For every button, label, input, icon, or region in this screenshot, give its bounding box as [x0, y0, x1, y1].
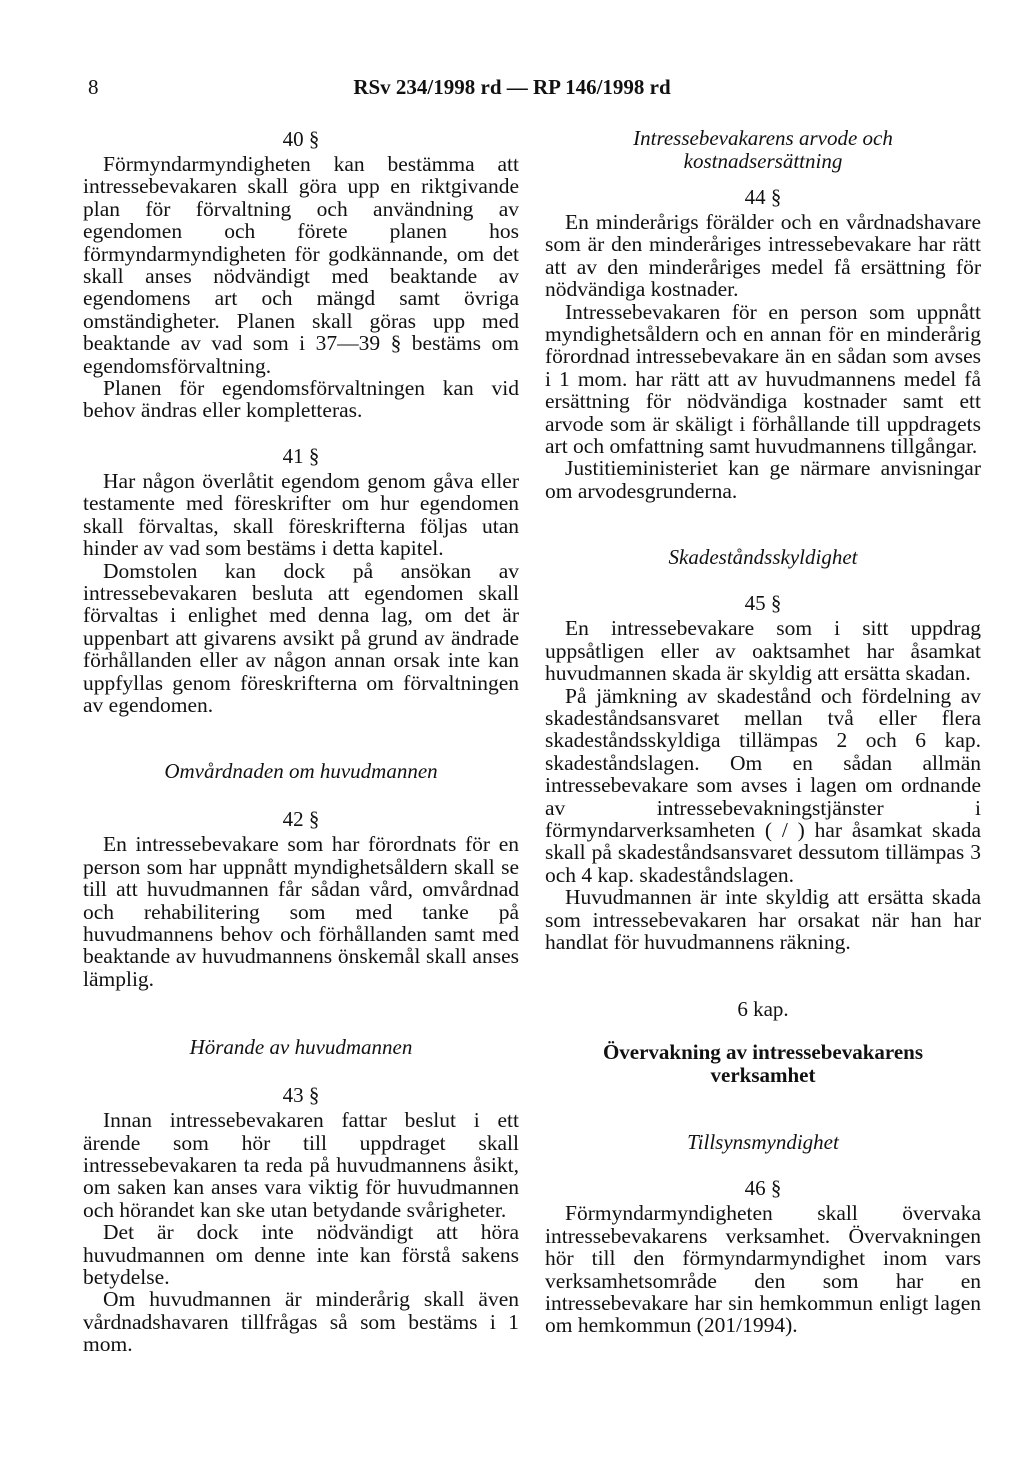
section-44-paragraph-2: Intressebevakaren för en person som uppnått myndighetsåldern och en annan för en minderårig förordnad intressebevakare än en sådan som avses i 1 mom. har rätt att av huvudmannens medel få ersättning för nödvändiga kostnader samt ett arvode som är skäligt i förhållande till uppdragets art och omfattning samt huvudmannens tillgångar.: [545, 299, 981, 459]
section-41-paragraph-1: Har någon överlåtit egendom genom gåva eller testamente med föreskrifter om hur egendomen skall förvaltas, skall föreskrifterna följas utan hinder av vad som bestäms i detta kapitel.: [83, 468, 519, 561]
section-40-paragraph-2: Planen för egendomsförvaltningen kan vid behov ändras eller kompletteras.: [83, 376, 519, 423]
heading-horande: Hörande av huvudmannen: [189, 1035, 413, 1060]
page-number: 8: [88, 75, 99, 99]
section-44-number: 44 §: [744, 185, 782, 209]
section-42-paragraph-1: En intressebevakare som har förordnats för en person som har uppnått myndighetsåldern skall se till att huvudmannen får sådan vård, omvårdnad och rehabilitering som med tanke på huvudmannens behov och förhållanden samt med beaktande av huvudmannens önskemål skall anses lämplig.: [83, 832, 519, 991]
heading-omvardnad: Omvårdnaden om huvudmannen: [164, 759, 438, 784]
chapter-title: Övervakning av intressebevakarens verksamhet: [602, 1040, 924, 1088]
right-column: [545, 127, 981, 1337]
heading-tillsyn: Tillsynsmyndighet: [687, 1130, 839, 1155]
section-42-number: 42 §: [282, 807, 320, 832]
section-43-paragraph-1: Innan intressebevakaren fattar beslut i ett ärende som hör till uppdraget skall intressebevakaren ta reda på huvudmannens åsikt, om saken kan anses vara viktig för huvudmannen och hörandet kan ske utan betydande svårigheter.: [83, 1108, 519, 1222]
section-45-number: 45 §: [744, 591, 782, 616]
heading-arvode: Intressebevakarens arvode och kostnadsersättning: [633, 126, 893, 173]
section-41-paragraph-2: Domstolen kan dock på ansökan av intressebevakaren besluta att egendomen skall förvaltas i enlighet med denna lag, om det är uppenbart att givarens avsikt på grund av ändrade förhållanden eller av någon annan orsak inte kan uppfyllas genom föreskrifterna om förvaltningen av egendomen.: [83, 558, 519, 717]
section-40-number: 40 §: [282, 127, 320, 151]
chapter-number: 6 kap.: [737, 997, 789, 1022]
section-46-number: 46 §: [744, 1176, 782, 1201]
section-46-paragraph-1: Förmyndarmyndigheten skall övervaka intressebevakarens verksamhet. Övervakningen hör till den förmyndarmyndighet inom vars verksamhetsområde den som har en intressebevakare har sin hemkommun enligt lagen om hemkommun (201/1994).: [545, 1201, 981, 1338]
section-44-paragraph-3: Justitieministeriet kan ge närmare anvisningar om arvodesgrunderna.: [545, 456, 981, 503]
page-header: [0, 75, 1024, 105]
section-45-paragraph-3: Huvudmannen är inte skyldig att ersätta skada som intressebevakaren har orsakat när han har handlat för huvudmannens räkning.: [545, 885, 981, 954]
running-head: RSv 234/1998 rd — RP 146/1998 rd: [353, 75, 671, 99]
left-column: [83, 127, 519, 1356]
section-43-paragraph-3: Om huvudmannen är minderårig skall även vårdnadshavaren tillfrågas så som bestäms i 1 mom.: [83, 1287, 519, 1357]
section-45-paragraph-1: En intressebevakare som i sitt uppdrag uppsåtligen eller av oaktsamhet har åsamkat huvudmannen skada är skyldig att ersätta skadan.: [545, 616, 981, 686]
section-44-paragraph-1: En minderårigs förälder och en vårdnadshavare som är den minderåriges intressebevakare har rätt att av den minderåriges medel få ersättning för nödvändiga kostnader.: [545, 210, 981, 302]
section-43-paragraph-2: Det är dock inte nödvändigt att höra huvudmannen om denne inte kan förstå sakens betydelse.: [83, 1220, 519, 1290]
heading-skadestand: Skadeståndsskyldighet: [668, 545, 858, 570]
section-43-number: 43 §: [282, 1083, 320, 1108]
section-40-paragraph-1: Förmyndarmyndigheten kan bestämma att intressebevakaren skall göra upp en riktgivande plan för förvaltning och användning av egendomen och förete planen hos förmyndarmyndigheten för godkännande, om det skall anses nödvändigt med beaktande av egendomens art och mängd samt övriga omständigheter. Planen skall göras upp med beaktande av vad som i 37—39 § bestäms om egendomsförvaltning.: [83, 152, 519, 378]
section-41-number: 41 §: [282, 443, 320, 468]
section-45-paragraph-2: På jämkning av skadestånd och fördelning av skadeståndsansvaret mellan två eller flera skadeståndsskyldiga tillämpas 2 och 6 kap. skadeståndslagen. Om en sådan allmän intressebevakare som avses i lagen om ordnande av intressebevakningstjänster i förmyndarverksamheten ( / ) har åsamkat skada skall på skadeståndsansvaret dessutom tillämpas 3 och 4 kap. skadeståndslagen.: [545, 683, 981, 887]
